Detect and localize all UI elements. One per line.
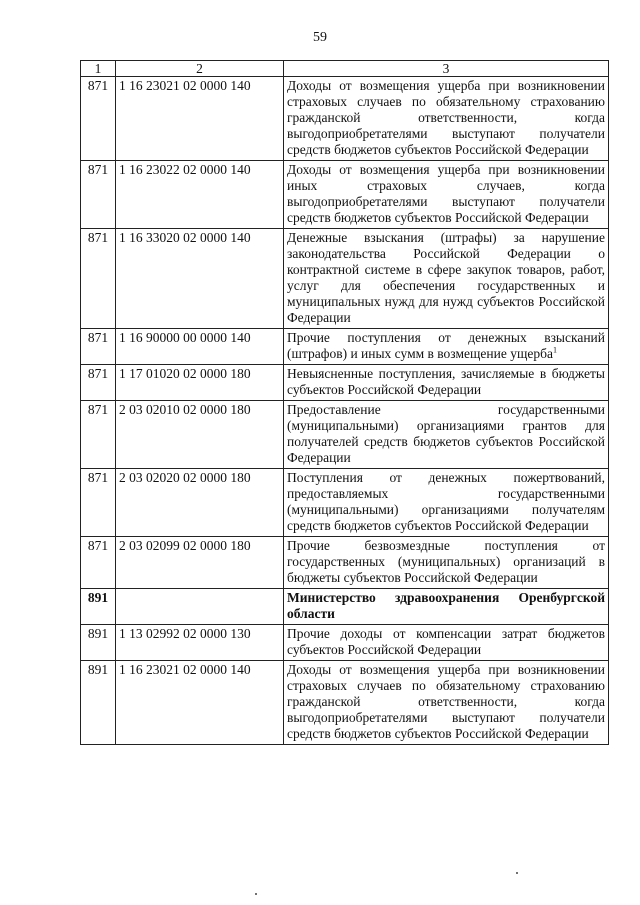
table-row [81,661,609,745]
table-row [81,537,609,589]
revenue-code-cell: 2 03 02020 02 0000 180 [116,469,284,537]
revenue-code-cell: 1 16 23022 02 0000 140 [116,161,284,229]
admin-code-cell: 871 [81,401,116,469]
admin-code-cell: 891 [81,589,116,625]
table-row [81,77,609,161]
admin-code-cell: 871 [81,161,116,229]
admin-code-cell: 871 [81,469,116,537]
revenue-codes-table [80,60,609,745]
description-text: Прочие поступления от денежных взысканий (штрафов) и иных сумм в возмещение ущерба [287,330,605,361]
description-cell: Поступления от денежных пожертвований, предоставляемых государственными (муниципальными) организациями получателям средств бюджетов субъектов Российской Федерации [284,469,609,537]
header-col-3: 3 [284,61,609,77]
table-header [81,61,609,77]
revenue-code-cell: 1 16 23021 02 0000 140 [116,77,284,161]
description-cell: Доходы от возмещения ущерба при возникновении страховых случаев по обязательному страхованию гражданской ответственности, когда выгодоприобретателями выступают получатели средств бюджетов субъектов Российской Федерации [284,661,609,745]
revenue-code-cell: 1 16 23021 02 0000 140 [116,661,284,745]
description-cell: Прочие безвозмездные поступления от государственных (муниципальных) организаций в бюджеты субъектов Российской Федерации [284,537,609,589]
header-col-2: 2 [116,61,284,77]
page-number: 59 [313,30,327,45]
revenue-code-cell: 2 03 02099 02 0000 180 [116,537,284,589]
admin-code-cell: 891 [81,661,116,745]
admin-code-cell: 871 [81,77,116,161]
description-cell: Прочие доходы от компенсации затрат бюджетов субъектов Российской Федерации [284,625,609,661]
footnote-mark: 1 [552,345,557,355]
revenue-code-cell: 2 03 02010 02 0000 180 [116,401,284,469]
admin-code-cell: 871 [81,229,116,329]
admin-code-cell: 871 [81,537,116,589]
table-row [81,329,609,365]
description-cell: Невыясненные поступления, зачисляемые в бюджеты субъектов Российской Федерации [284,365,609,401]
description-cell: Денежные взыскания (штрафы) за нарушение законодательства Российской Федерации о контрактной системе в сфере закупок товаров, работ, услуг для обеспечения государственных и муниципальных нужд для нужд субъектов Российской Федерации [284,229,609,329]
table-row [81,161,609,229]
table-row [81,625,609,661]
header-row [81,61,609,77]
description-cell [284,329,609,365]
table-row [81,229,609,329]
scan-speck [255,893,257,895]
table-row [81,401,609,469]
revenue-code-cell: 1 17 01020 02 0000 180 [116,365,284,401]
revenue-code-cell [116,589,284,625]
ministry-name-cell: Министерство здравоохранения Оренбургской области [284,589,609,625]
ministry-heading-row [81,589,609,625]
description-cell: Доходы от возмещения ущерба при возникновении иных страховых случаев, когда выгодоприобретателями выступают получатели средств бюджетов субъектов Российской Федерации [284,161,609,229]
scan-speck [516,872,518,874]
admin-code-cell: 871 [81,329,116,365]
table-row [81,469,609,537]
admin-code-cell: 871 [81,365,116,401]
header-col-1: 1 [81,61,116,77]
description-cell: Доходы от возмещения ущерба при возникновении страховых случаев по обязательному страхованию гражданской ответственности, когда выгодоприобретателями выступают получатели средств бюджетов субъектов Российской Федерации [284,77,609,161]
description-cell: Предоставление государственными (муниципальными) организациями грантов для получателей средств бюджетов субъектов Российской Федерации [284,401,609,469]
table-row [81,365,609,401]
table-body [81,77,609,745]
revenue-code-cell: 1 16 33020 02 0000 140 [116,229,284,329]
revenue-code-cell: 1 16 90000 00 0000 140 [116,329,284,365]
admin-code-cell: 891 [81,625,116,661]
revenue-code-cell: 1 13 02992 02 0000 130 [116,625,284,661]
